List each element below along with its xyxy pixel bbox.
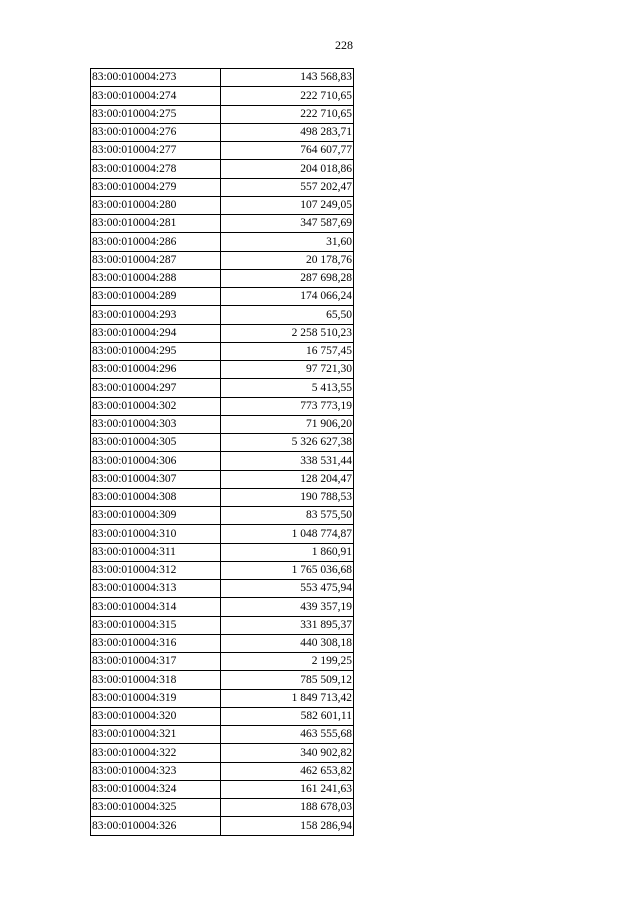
value-cell: 2 258 510,23 xyxy=(221,324,354,342)
value-cell: 143 568,83 xyxy=(221,69,354,87)
cadastral-number-cell: 83:00:010004:326 xyxy=(91,817,221,835)
value-cell: 462 653,82 xyxy=(221,762,354,780)
value-cell: 222 710,65 xyxy=(221,105,354,123)
cadastral-number-cell: 83:00:010004:295 xyxy=(91,342,221,360)
cadastral-number-cell: 83:00:010004:311 xyxy=(91,543,221,561)
table-row xyxy=(91,671,354,689)
table-row xyxy=(91,689,354,707)
table-row xyxy=(91,525,354,543)
table-row xyxy=(91,744,354,762)
cadastral-number-cell: 83:00:010004:314 xyxy=(91,598,221,616)
table-row xyxy=(91,817,354,835)
table-row xyxy=(91,434,354,452)
table-row xyxy=(91,598,354,616)
table-row xyxy=(91,142,354,160)
cadastral-number-cell: 83:00:010004:274 xyxy=(91,87,221,105)
value-cell: 71 906,20 xyxy=(221,415,354,433)
cadastral-number-cell: 83:00:010004:294 xyxy=(91,324,221,342)
cadastral-number-cell: 83:00:010004:286 xyxy=(91,233,221,251)
cadastral-number-cell: 83:00:010004:302 xyxy=(91,397,221,415)
cadastral-number-cell: 83:00:010004:280 xyxy=(91,196,221,214)
cadastral-number-cell: 83:00:010004:305 xyxy=(91,434,221,452)
value-cell: 190 788,53 xyxy=(221,488,354,506)
value-cell: 463 555,68 xyxy=(221,726,354,744)
value-cell: 188 678,03 xyxy=(221,799,354,817)
value-cell: 5 413,55 xyxy=(221,379,354,397)
table-row xyxy=(91,580,354,598)
table-row xyxy=(91,726,354,744)
table-row xyxy=(91,233,354,251)
value-cell: 174 066,24 xyxy=(221,288,354,306)
value-cell: 83 575,50 xyxy=(221,507,354,525)
table-row xyxy=(91,543,354,561)
value-cell: 340 902,82 xyxy=(221,744,354,762)
cadastral-number-cell: 83:00:010004:289 xyxy=(91,288,221,306)
table-row xyxy=(91,87,354,105)
table-row xyxy=(91,123,354,141)
cadastral-number-cell: 83:00:010004:306 xyxy=(91,452,221,470)
table-row xyxy=(91,69,354,87)
cadastral-number-cell: 83:00:010004:296 xyxy=(91,361,221,379)
table-row xyxy=(91,799,354,817)
value-cell: 347 587,69 xyxy=(221,215,354,233)
cadastral-number-cell: 83:00:010004:281 xyxy=(91,215,221,233)
cadastral-number-cell: 83:00:010004:288 xyxy=(91,269,221,287)
table-row xyxy=(91,215,354,233)
cadastral-number-cell: 83:00:010004:307 xyxy=(91,470,221,488)
table-row xyxy=(91,342,354,360)
table-row xyxy=(91,306,354,324)
table-row xyxy=(91,762,354,780)
cadastral-number-cell: 83:00:010004:312 xyxy=(91,561,221,579)
value-cell: 5 326 627,38 xyxy=(221,434,354,452)
value-cell: 439 357,19 xyxy=(221,598,354,616)
table-row xyxy=(91,251,354,269)
table-row xyxy=(91,361,354,379)
value-cell: 773 773,19 xyxy=(221,397,354,415)
value-cell: 2 199,25 xyxy=(221,653,354,671)
table-row xyxy=(91,452,354,470)
table-row xyxy=(91,324,354,342)
value-cell: 128 204,47 xyxy=(221,470,354,488)
cadastral-number-cell: 83:00:010004:303 xyxy=(91,415,221,433)
table-row xyxy=(91,616,354,634)
cadastral-number-cell: 83:00:010004:287 xyxy=(91,251,221,269)
cadastral-number-cell: 83:00:010004:313 xyxy=(91,580,221,598)
table-row xyxy=(91,196,354,214)
value-cell: 107 249,05 xyxy=(221,196,354,214)
cadastral-number-cell: 83:00:010004:317 xyxy=(91,653,221,671)
value-cell: 553 475,94 xyxy=(221,580,354,598)
table-row xyxy=(91,105,354,123)
table-row xyxy=(91,561,354,579)
table-row xyxy=(91,288,354,306)
value-cell: 764 607,77 xyxy=(221,142,354,160)
value-cell: 161 241,63 xyxy=(221,780,354,798)
table-row xyxy=(91,780,354,798)
value-cell: 222 710,65 xyxy=(221,87,354,105)
table-row xyxy=(91,488,354,506)
value-cell: 31,60 xyxy=(221,233,354,251)
cadastral-number-cell: 83:00:010004:310 xyxy=(91,525,221,543)
value-cell: 287 698,28 xyxy=(221,269,354,287)
table-row xyxy=(91,507,354,525)
cadastral-number-cell: 83:00:010004:276 xyxy=(91,123,221,141)
cadastral-number-cell: 83:00:010004:279 xyxy=(91,178,221,196)
table-row xyxy=(91,379,354,397)
cadastral-value-table xyxy=(90,68,354,836)
table-row xyxy=(91,634,354,652)
cadastral-number-cell: 83:00:010004:277 xyxy=(91,142,221,160)
value-cell: 331 895,37 xyxy=(221,616,354,634)
cadastral-number-cell: 83:00:010004:315 xyxy=(91,616,221,634)
cadastral-number-cell: 83:00:010004:278 xyxy=(91,160,221,178)
table-row xyxy=(91,653,354,671)
value-cell: 20 178,76 xyxy=(221,251,354,269)
value-cell: 557 202,47 xyxy=(221,178,354,196)
value-cell: 16 757,45 xyxy=(221,342,354,360)
cadastral-number-cell: 83:00:010004:325 xyxy=(91,799,221,817)
value-cell: 785 509,12 xyxy=(221,671,354,689)
cadastral-number-cell: 83:00:010004:319 xyxy=(91,689,221,707)
value-cell: 1 849 713,42 xyxy=(221,689,354,707)
value-cell: 158 286,94 xyxy=(221,817,354,835)
cadastral-number-cell: 83:00:010004:324 xyxy=(91,780,221,798)
cadastral-number-cell: 83:00:010004:323 xyxy=(91,762,221,780)
cadastral-number-cell: 83:00:010004:309 xyxy=(91,507,221,525)
cadastral-number-cell: 83:00:010004:293 xyxy=(91,306,221,324)
value-cell: 440 308,18 xyxy=(221,634,354,652)
value-cell: 97 721,30 xyxy=(221,361,354,379)
value-cell: 338 531,44 xyxy=(221,452,354,470)
value-cell: 1 860,91 xyxy=(221,543,354,561)
page-number: 228 xyxy=(335,38,353,52)
table-row xyxy=(91,470,354,488)
cadastral-number-cell: 83:00:010004:318 xyxy=(91,671,221,689)
cadastral-number-cell: 83:00:010004:297 xyxy=(91,379,221,397)
value-cell: 1 765 036,68 xyxy=(221,561,354,579)
cadastral-number-cell: 83:00:010004:321 xyxy=(91,726,221,744)
cadastral-number-cell: 83:00:010004:320 xyxy=(91,707,221,725)
table-row xyxy=(91,397,354,415)
value-cell: 65,50 xyxy=(221,306,354,324)
table-row xyxy=(91,160,354,178)
cadastral-number-cell: 83:00:010004:275 xyxy=(91,105,221,123)
table-body xyxy=(91,69,354,836)
table-row xyxy=(91,269,354,287)
cadastral-number-cell: 83:00:010004:273 xyxy=(91,69,221,87)
table-row xyxy=(91,178,354,196)
value-cell: 1 048 774,87 xyxy=(221,525,354,543)
table-row xyxy=(91,707,354,725)
value-cell: 204 018,86 xyxy=(221,160,354,178)
cadastral-number-cell: 83:00:010004:322 xyxy=(91,744,221,762)
cadastral-number-cell: 83:00:010004:316 xyxy=(91,634,221,652)
value-cell: 498 283,71 xyxy=(221,123,354,141)
table-row xyxy=(91,415,354,433)
value-cell: 582 601,11 xyxy=(221,707,354,725)
cadastral-number-cell: 83:00:010004:308 xyxy=(91,488,221,506)
